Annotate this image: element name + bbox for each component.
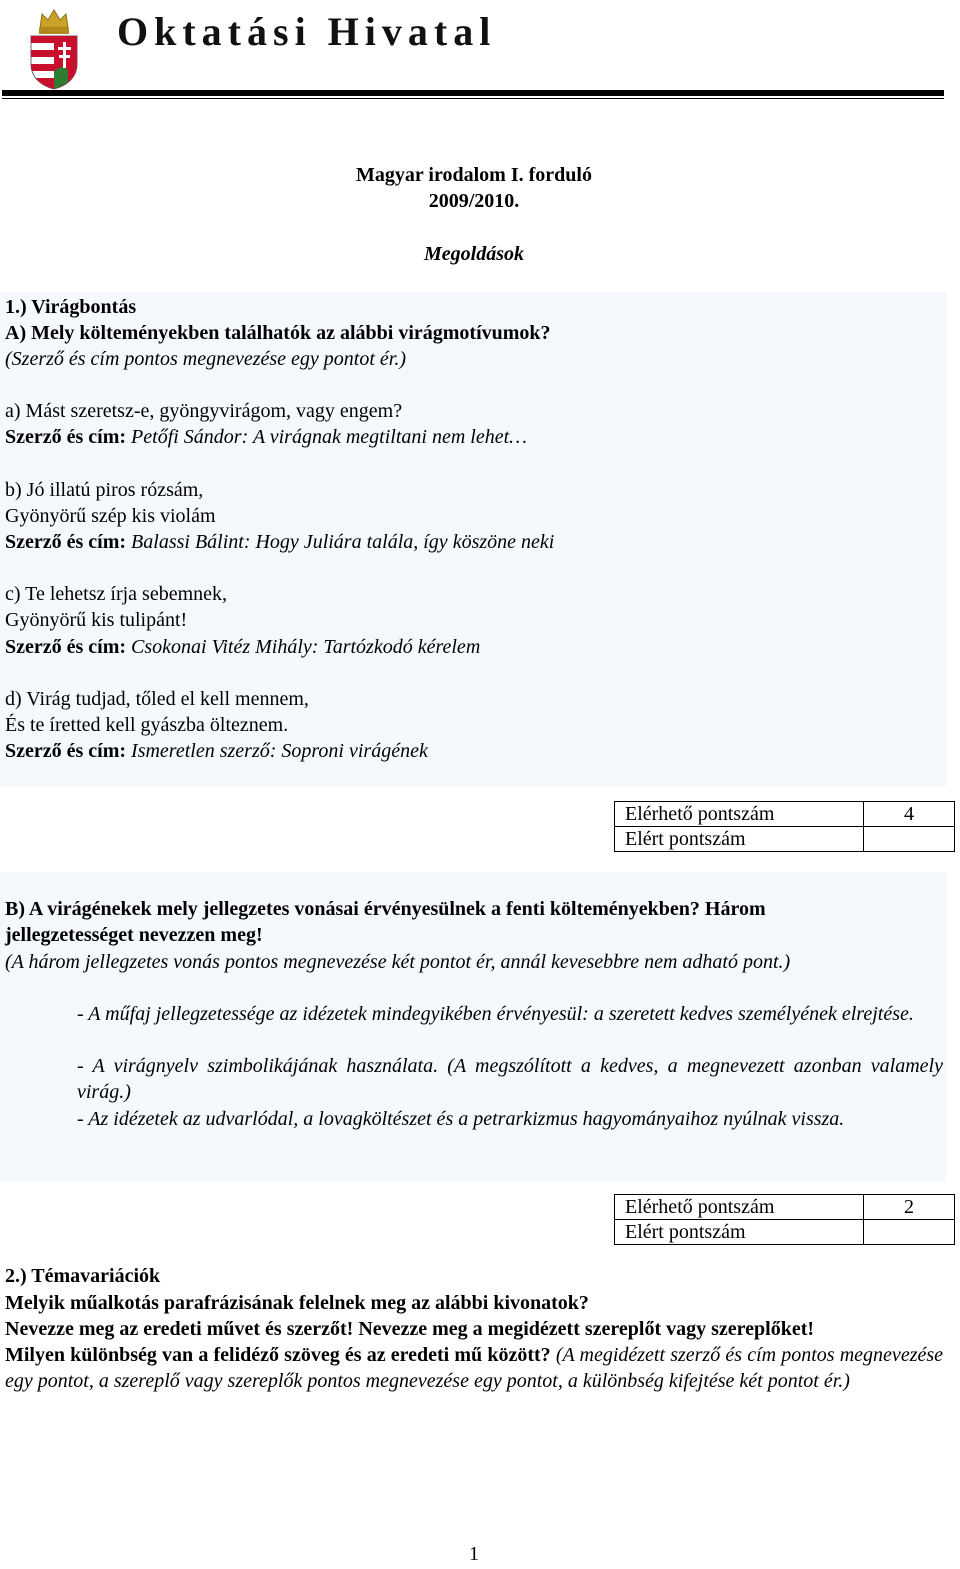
achieved-points-field[interactable]: [864, 827, 955, 852]
header-rule-thin: [2, 98, 944, 99]
score-table: [614, 1194, 955, 1245]
answer-text: Ismeretlen szerző: Soproni virágének: [131, 740, 428, 762]
answer-text: Balassi Bálint: Hogy Juliára talála, így köszöne neki: [131, 531, 555, 553]
doc-subtitle: Megoldások: [424, 243, 524, 265]
doc-subject: Magyar irodalom I. forduló: [356, 164, 592, 186]
logo: [28, 6, 80, 90]
task1-heading: 1.) Virágbontás: [5, 296, 137, 318]
task2-question-3: [5, 1342, 943, 1394]
answer-b-1: - A műfaj jellegzetessége az idézetek mindegyikében érvényesül: a szeretett kedves személyének elrejtése.: [77, 1003, 914, 1025]
task1-note-b: (A három jellegzetes vonás pontos megnevezése két pontot ér, annál kevesebbre nem adható pont.): [5, 951, 791, 973]
task2-question-3-text: Milyen különbség van a felidéző szöveg és az eredeti mű között?: [5, 1344, 551, 1366]
achieved-points-field[interactable]: [864, 1220, 955, 1245]
available-points-value: 4: [864, 802, 955, 827]
answer-text: Petőfi Sándor: A virágnak megtiltani nem lehet…: [131, 426, 527, 448]
task1-note-a: (Szerző és cím pontos megnevezése egy pontot ér.): [5, 348, 407, 370]
quote-line: b) Jó illatú piros rózsám,: [5, 479, 204, 501]
answer-label: Szerző és cím:: [5, 531, 127, 553]
task1-question-a: A) Mely költeményekben találhatók az alábbi virágmotívumok?: [5, 322, 551, 344]
answer-text: Csokonai Vitéz Mihály: Tartózkodó kérelem: [131, 636, 481, 658]
available-points-value: 2: [864, 1195, 955, 1220]
answer-line: [5, 738, 428, 764]
answer-line: [5, 529, 554, 555]
answer-line: [5, 424, 527, 450]
task2-question-1: Melyik műalkotás parafrázisának felelnek meg az alábbi kivonatok?: [5, 1292, 589, 1314]
answer-label: Szerző és cím:: [5, 426, 127, 448]
available-points-label: Elérhető pontszám: [615, 1195, 864, 1220]
header-rule-thick: [2, 90, 944, 96]
answer-b-2: - A virágnyelv szimbolikájának használata. (A megszólított a kedves, a megnevezett azonban valamely virág.): [77, 1055, 943, 1103]
answer-b-3: - Az idézetek az udvarlódal, a lovagköltészet és a petrarkizmus hagyományaihoz nyúlnak vissza.: [77, 1108, 845, 1130]
task1-question-b-cont: jellegzetességet nevezzen meg!: [5, 924, 263, 946]
task2-heading: 2.) Témavariációk: [5, 1265, 161, 1287]
task2-question-2: Nevezze meg az eredeti művet és szerzőt! Nevezze meg a megidézett szereplőt vagy szereplőket!: [5, 1318, 815, 1340]
available-points-label: Elérhető pontszám: [615, 802, 864, 827]
achieved-points-label: Elért pontszám: [615, 827, 864, 852]
answer-label: Szerző és cím:: [5, 636, 127, 658]
task2-note: (A megidézett szerző és cím pontos megnevezése egy pontot, a szereplő vagy szereplők pontos megnevezése egy pontot, a különbség kifejtése két pontot ér.): [5, 1344, 944, 1392]
doc-year: 2009/2010.: [428, 190, 520, 212]
quote-line: És te íretted kell gyászba ölteznem.: [5, 714, 289, 736]
quote-line: Gyönyörű kis tulipánt!: [5, 609, 188, 631]
page-number: 1: [469, 1543, 479, 1565]
score-table: [614, 801, 955, 852]
page-title: Oktatási Hivatal: [117, 9, 497, 54]
task1-question-b: B) A virágénekek mely jellegzetes vonásai érvényesülnek a fenti költeményekben? Három: [5, 898, 766, 920]
quote-line: c) Te lehetsz írja sebemnek,: [5, 583, 228, 605]
quote-line: d) Virág tudjad, tőled el kell mennem,: [5, 688, 309, 710]
achieved-points-label: Elért pontszám: [615, 1220, 864, 1245]
quote-line: a) Mást szeretsz-e, gyöngyvirágom, vagy engem?: [5, 400, 403, 422]
quote-line: Gyönyörű szép kis violám: [5, 505, 216, 527]
answer-label: Szerző és cím:: [5, 740, 127, 762]
answer-line: [5, 634, 480, 660]
hungarian-coat-of-arms-icon: [28, 6, 80, 90]
